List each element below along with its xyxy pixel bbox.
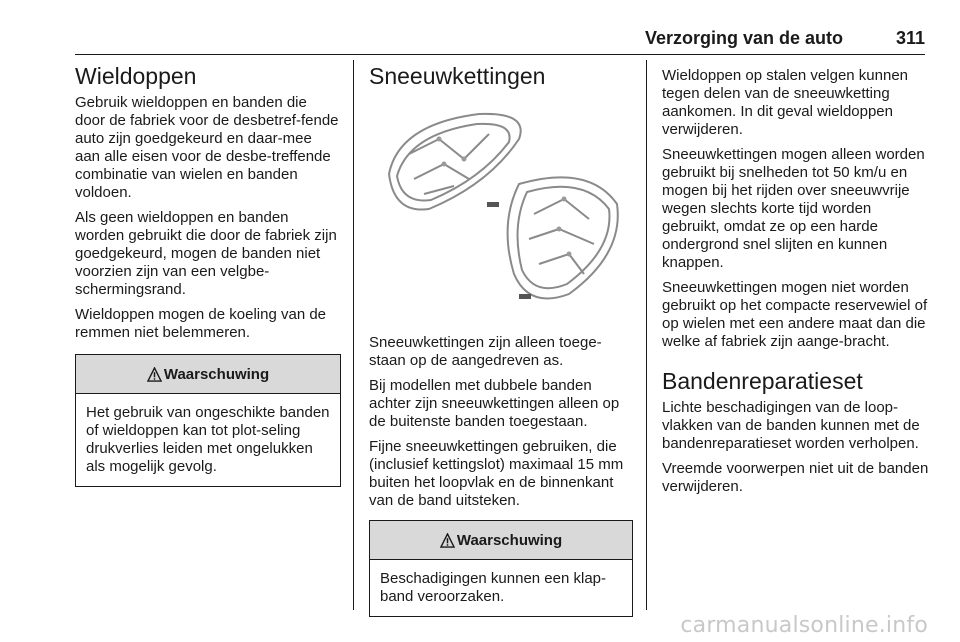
paragraph: Fijne sneeuwkettingen gebruiken, die (inclusief kettingslot) maximaal 15 mm buiten het loopvlak en de binnenkant van de band uitsteken.	[369, 438, 624, 509]
warning-body	[370, 560, 632, 616]
warning-body	[76, 394, 340, 486]
paragraph: Als geen wieldoppen en banden worden gebruikt die door de fabriek zijn goedgekeurd, mogen de banden niet voorzien zijn van een velgbe-schermingsrand.	[75, 209, 337, 298]
paragraph: Sneeuwkettingen mogen niet worden gebruikt op het compacte reservewiel of op wielen met een andere maat dan die welke af fabriek zijn aange-bracht.	[662, 279, 928, 350]
warning-triangle-icon	[440, 533, 455, 548]
warning-header	[76, 355, 340, 394]
page-number: 311	[895, 28, 925, 48]
column-continued	[662, 67, 930, 503]
warning-box	[75, 354, 341, 487]
paragraph: Sneeuwkettingen mogen alleen worden gebruikt bij snelheden tot 50 km/u en mogen bij het rijden over sneeuwvrije wegen slechts korte tijd worden gebruikt, omdat ze op een harde ondergrond snel slijten en kunnen knappen.	[662, 146, 925, 271]
paragraph: Vreemde voorwerpen niet uit de banden verwijderen.	[662, 460, 929, 495]
page-header	[75, 28, 925, 50]
column-snow-chains	[369, 62, 633, 617]
paragraph: Wieldoppen mogen de koeling van de remmen niet belemmeren.	[75, 306, 327, 341]
heading-snow-chains: Sneeuwkettingen	[369, 63, 546, 89]
warning-box	[369, 520, 633, 617]
snow-chains-illustration	[369, 94, 627, 322]
warning-title: Waarschuwing	[456, 531, 563, 549]
warning-text: Het gebruik van ongeschikte banden of wieldoppen kan tot plot-seling drukverlies leiden met ongelukken als mogelijk gevolg.	[86, 404, 330, 475]
warning-title: Waarschuwing	[163, 365, 270, 383]
paragraph: Lichte beschadigingen van de loop-vlakken van de banden kunnen met de bandenreparatieset worden verholpen.	[662, 399, 920, 452]
column-divider-1	[353, 60, 354, 610]
paragraph: Bij modellen met dubbele banden achter zijn sneeuwkettingen alleen op de buitenste banden toegestaan.	[369, 377, 620, 430]
paragraph: Wieldoppen op stalen velgen kunnen tegen delen van de sneeuwketting aankomen. In dit geval wieldoppen verwijderen.	[662, 67, 909, 138]
section-title: Verzorging van de auto	[644, 28, 843, 48]
heading-wheel-covers: Wieldoppen	[75, 63, 197, 89]
heading-tire-repair-kit: Bandenreparatieset	[662, 368, 863, 394]
paragraph: Sneeuwkettingen zijn alleen toege-staan op de aangedreven as.	[369, 334, 602, 369]
column-wheel-covers	[75, 62, 341, 487]
column-divider-2	[646, 60, 647, 610]
warning-triangle-icon	[147, 367, 162, 382]
header-divider	[75, 54, 925, 55]
warning-text: Beschadigingen kunnen een klap-band veroorzaken.	[380, 570, 607, 605]
paragraph: Gebruik wieldoppen en banden die door de fabriek voor de desbetref-fende auto zijn goedgekeurd en daar-mee aan alle eisen voor de desbe-treffende combinatie van wielen en banden voldoen.	[75, 94, 339, 201]
watermark: carmanualsonline.info	[680, 613, 928, 638]
warning-header	[370, 521, 632, 560]
